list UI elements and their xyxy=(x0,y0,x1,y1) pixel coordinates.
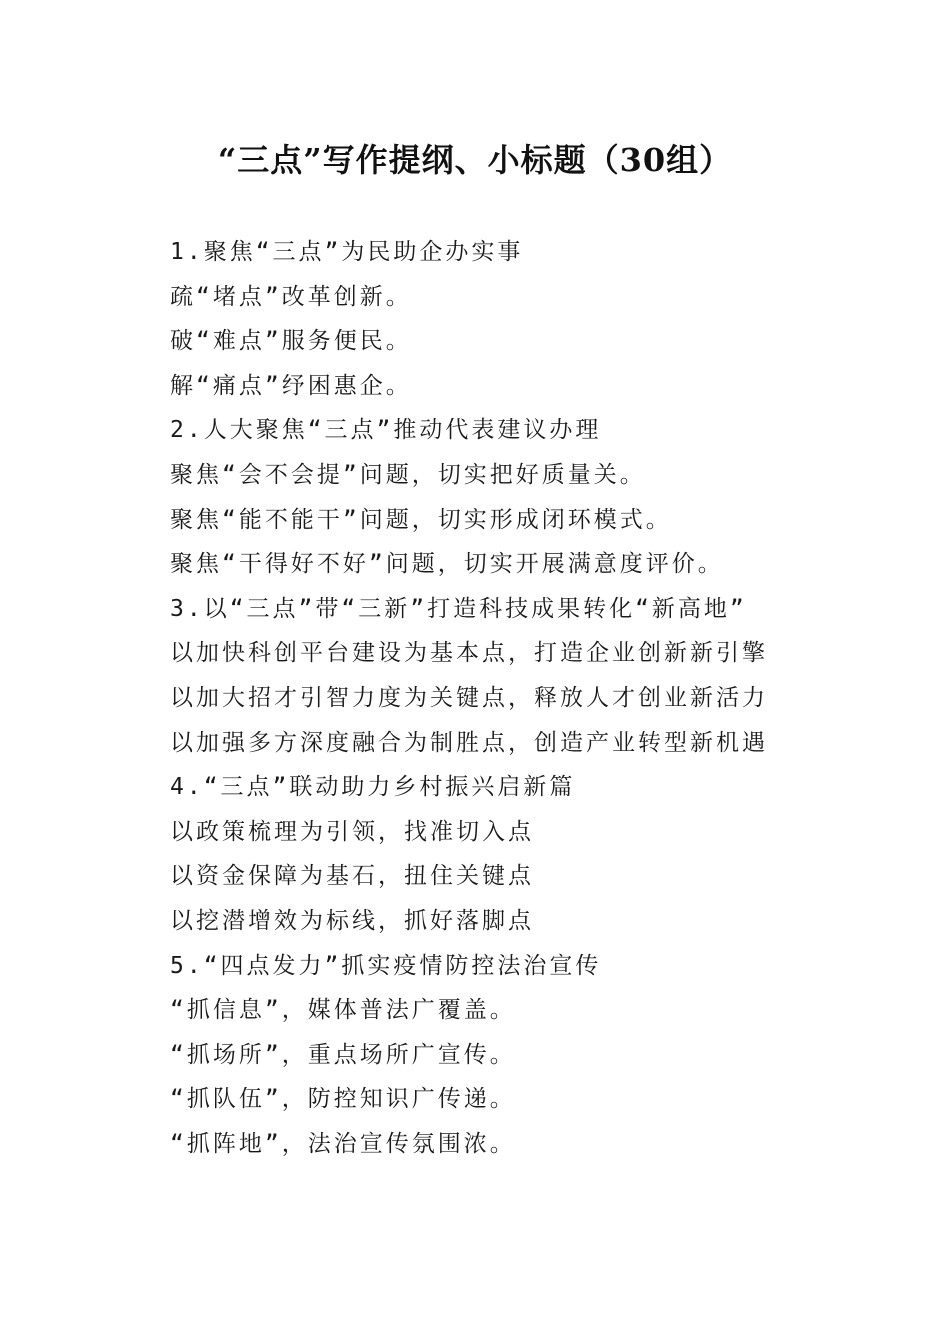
outline-item: 聚焦“能不能干”问题，切实形成闭环模式。 xyxy=(170,506,672,533)
outline-item: “抓阵地”，法治宣传氛围浓。 xyxy=(170,1130,516,1157)
document-title: “三点”写作提纲、小标题（30组） xyxy=(217,141,733,179)
outline-heading-2: 2.人大聚焦“三点”推动代表建议办理 xyxy=(170,417,602,444)
outline-item: 以加大招才引智力度为关键点，释放人才创业新活力 xyxy=(170,684,768,711)
outline-item: 解“痛点”纾困惠企。 xyxy=(170,372,412,399)
outline-item: 以挖潜增效为标线，抓好落脚点 xyxy=(170,907,534,934)
outline-item: 聚焦“会不会提”问题，切实把好质量关。 xyxy=(170,461,646,488)
outline-item: 以加快科创平台建设为基本点，打造企业创新新引擎 xyxy=(170,640,768,667)
outline-item: 以资金保障为基石，扭住关键点 xyxy=(170,863,534,890)
outline-item: 以加强多方深度融合为制胜点，创造产业转型新机遇 xyxy=(170,729,768,756)
outline-heading-5: 5.“四点发力”抓实疫情防控法治宣传 xyxy=(170,952,602,979)
outline-item: 聚焦“干得好不好”问题，切实开展满意度评价。 xyxy=(170,551,724,578)
outline-item: “抓信息”，媒体普法广覆盖。 xyxy=(170,997,516,1024)
outline-item: 破“难点”服务便民。 xyxy=(170,328,412,355)
outline-item: “抓场所”，重点场所广宣传。 xyxy=(170,1041,516,1068)
outline-heading-4: 4.“三点”联动助力乡村振兴启新篇 xyxy=(170,774,576,801)
outline-item: 以政策梳理为引领，找准切入点 xyxy=(170,818,534,845)
outline-item: “抓队伍”，防控知识广传递。 xyxy=(170,1086,516,1113)
outline-heading-1: 1.聚焦“三点”为民助企办实事 xyxy=(170,239,524,265)
outline-heading-3: 3.以“三点”带“三新”打造科技成果转化“新高地” xyxy=(170,595,747,622)
outline-list xyxy=(170,230,830,1166)
outline-item: 疏“堵点”改革创新。 xyxy=(170,283,412,310)
